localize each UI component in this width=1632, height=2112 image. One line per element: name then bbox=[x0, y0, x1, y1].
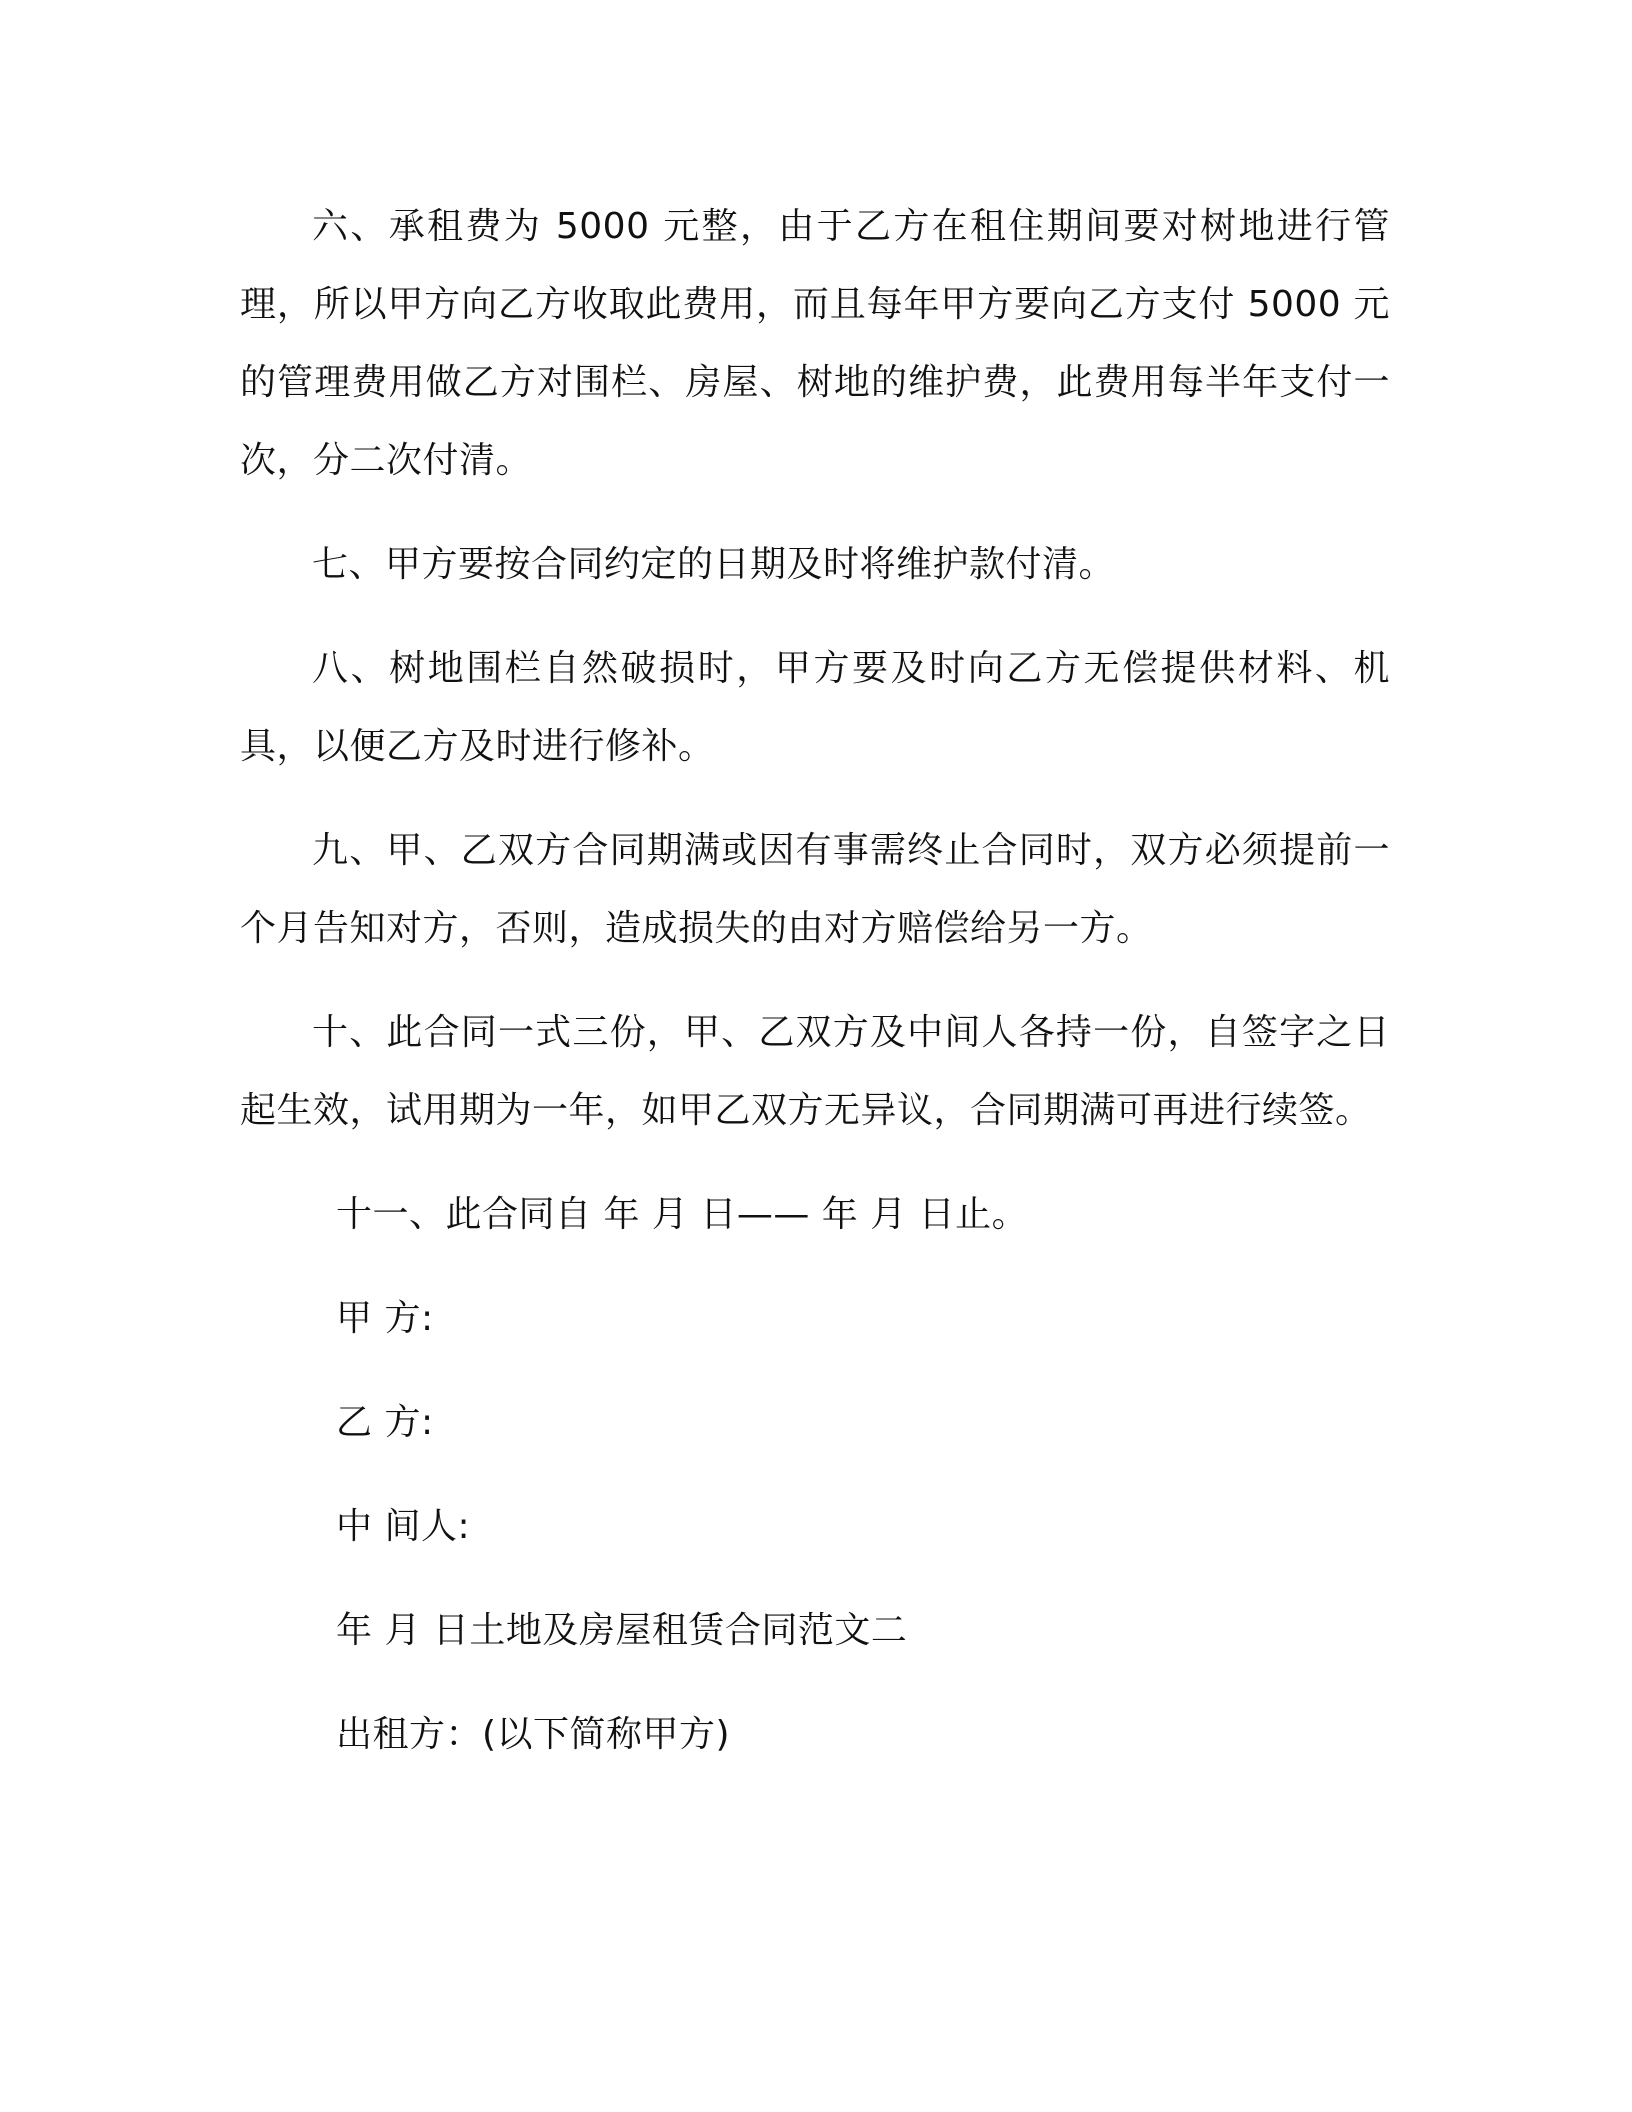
clause-9: 九、甲、乙双方合同期满或因有事需终止合同时，双方必须提前一个月告知对方，否则，造成损失的由对方赔偿给另一方。 bbox=[240, 830, 1390, 949]
clause-10: 十、此合同一式三份，甲、乙双方及中间人各持一份，自签字之日起生效，试用期为一年，如甲乙双方无异议，合同期满可再进行续签。 bbox=[240, 1012, 1390, 1131]
clause-8: 八、树地围栏自然破损时，甲方要及时向乙方无偿提供材料、机具，以便乙方及时进行修补。 bbox=[240, 648, 1390, 767]
clause-11: 十一、此合同自 年 月 日—— 年 月 日止。 bbox=[336, 1194, 1029, 1235]
signature-party-a: 甲 方: bbox=[336, 1298, 434, 1339]
date-and-title: 年 月 日土地及房屋租赁合同范文二 bbox=[336, 1610, 908, 1651]
lessor-label: 出租方：(以下简称甲方) bbox=[336, 1714, 731, 1755]
document-body bbox=[240, 188, 1390, 1800]
clause-7: 七、甲方要按合同约定的日期及时将维护款付清。 bbox=[312, 544, 1116, 585]
signature-middleman: 中 间人: bbox=[336, 1506, 471, 1547]
signature-party-b: 乙 方: bbox=[336, 1402, 434, 1443]
clause-6: 六、承租费为 5000 元整，由于乙方在租住期间要对树地进行管理，所以甲方向乙方收取此费用，而且每年甲方要向乙方支付 5000 元的管理费用做乙方对围栏、房屋、树地的维护费，此费用每半年支付一次，分二次付清。 bbox=[240, 206, 1390, 481]
